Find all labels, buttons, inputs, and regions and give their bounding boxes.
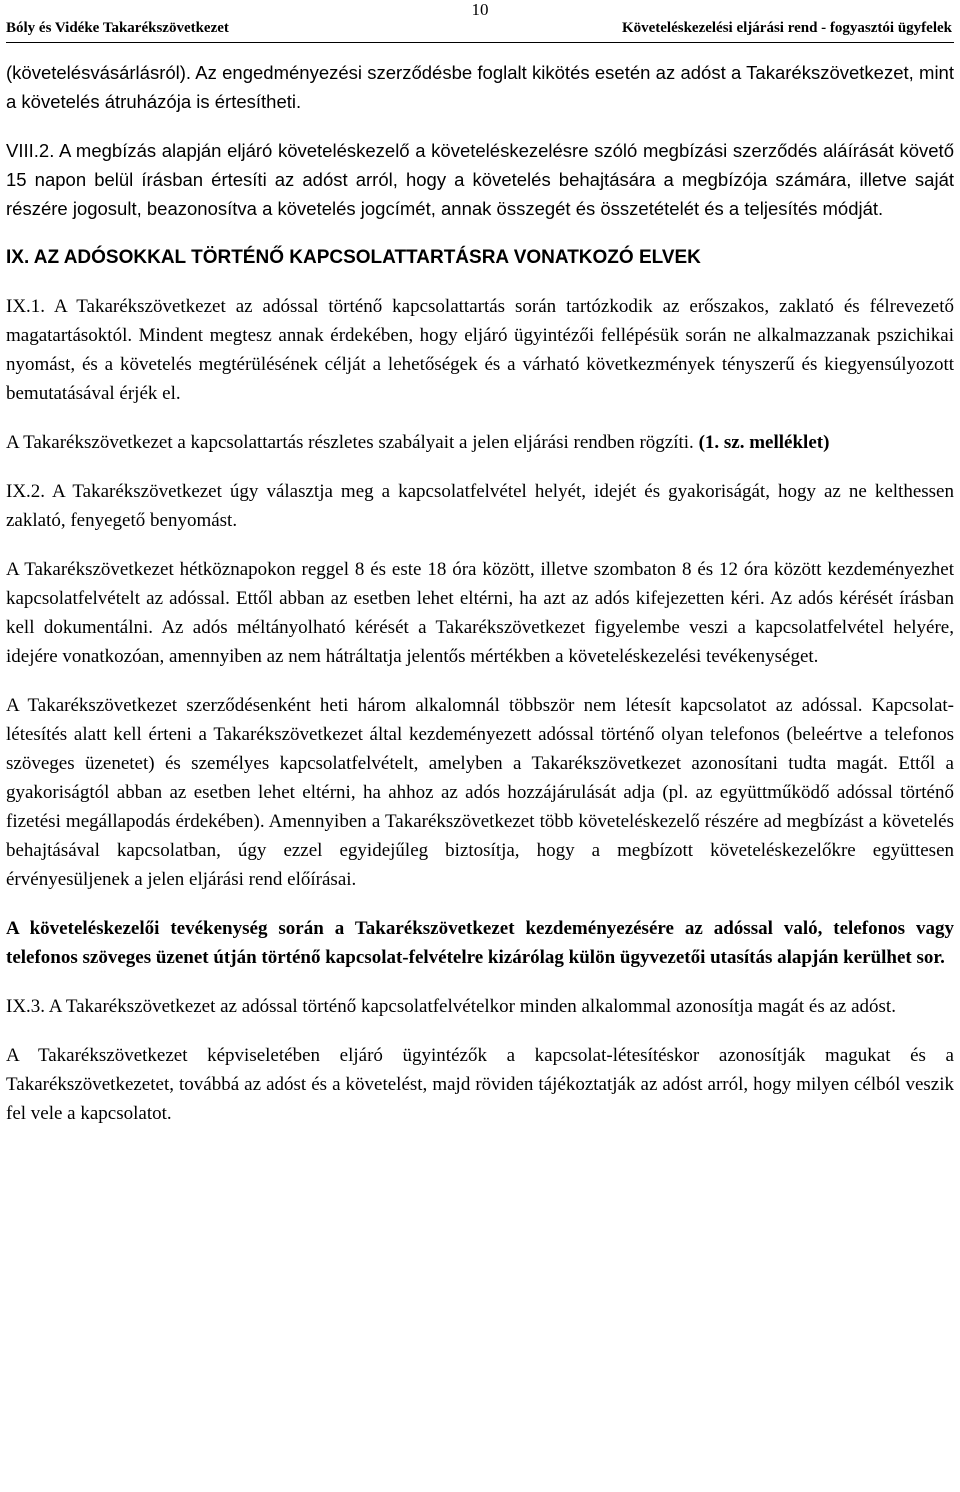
paragraph-viii-2: VIII.2. A megbízás alapján eljáró követeléskezelő a követeléskezelésre szóló megbízási szerződés aláírását követő 15 napon belül írásban értesíti az adóst arról, hogy a követelés behajtására a megbízója számára, illetve saját részére jogosult, beazonosítva a követelés jogcímét, annak összegét és összetételét és a teljesítés módját. <box>6 140 954 219</box>
page-number: 10 <box>471 0 489 19</box>
document-body <box>6 58 954 1148</box>
header-organization: Bóly és Vidéke Takarékszövetkezet <box>6 20 229 36</box>
paragraph-contact-rules <box>6 428 954 457</box>
paragraph-contact-frequency: A Takarékszövetkezet szerződésenként heti három alkalomnál többször nem létesít kapcsolatot az adóssal. Kapcsolat-létesítés alatt kell érteni a Takarékszövetkezet által kezdeményezett adóssal történő olyan telefonos (beleértve a telefonos szöveges üzenetet) és személyes kapcsolatfelvételt, amelyben a Takarékszövetkezet azonosítani tudta magát. Ettől a gyakoriságtól abban az esetben lehet eltérni, ha ahhoz az adós hozzájárulását adja (pl. az együttműködő adóssal történő fizetési megállapodás érdekében). Amennyiben a Takarékszövetkezet több követeléskezelő részére ad megbízást a követelés behajtásával kapcsolatban, úgy ezzel egyidejűleg biztosítja, hogy a megbízott követeléskezelőkre együttesen érvényesüljenek a jelen eljárási rend előírásai. <box>6 695 954 890</box>
section-heading-ix: IX. AZ ADÓSOKKAL TÖRTÉNŐ KAPCSOLATTARTÁSRA VONATKOZÓ ELVEK <box>6 247 701 268</box>
contact-rules-text: A Takarékszövetkezet a kapcsolattartás részletes szabályait a jelen eljárási rendben rögzíti. <box>6 432 694 453</box>
paragraph-ix-1: IX.1. A Takarékszövetkezet az adóssal történő kapcsolattartás során tartózkodik az erőszakos, zaklató és félrevezető magatartásoktól. Mindent megtesz annak érdekében, hogy eljáró ügyintézői fellépésük során ne alkalmazzanak pszichikai nyomást, és a követelés megtérülésének célját a lehetőségek és a várható következmények tényszerű és kiegyensúlyozott bemutatásával érjék el. <box>6 296 954 404</box>
paragraph-assignment-notice: (követelésvásárlásról). Az engedményezési szerződésbe foglalt kikötés esetén az adóst a Takarékszövetkezet, mint a követelés átruházója is értesítheti. <box>6 62 954 112</box>
header-divider <box>6 42 954 43</box>
paragraph-telephone-contact: A követeléskezelői tevékenység során a Takarékszövetkezet kezdeményezésére az adóssal való, telefonos vagy telefonos szöveges üzenet útján történő kapcsolat-felvételre kizárólag külön ügyvezetői utasítás alapján kerülhet sor. <box>6 918 954 968</box>
annex-reference: (1. sz. melléklet) <box>698 432 830 453</box>
header-document-title: Követeléskezelési eljárási rend - fogyasztói ügyfelek <box>621 20 952 36</box>
paragraph-contact-hours: A Takarékszövetkezet hétköznapokon reggel 8 és este 18 óra között, illetve szombaton 8 és 12 óra között kezdeményezhet kapcsolatfelvételt az adóssal. Ettől abban az esetben lehet eltérni, ha azt az adós kifejezetten kéri. Az adós kérését írásban kell dokumentálni. Az adós méltányolható kérését a Takarékszövetkezet figyelembe veszi a kapcsolatfelvétel helyére, idejére vonatkozóan, amennyiben az nem hátráltatja jelentős mértékben a követeléskezelési tevékenységet. <box>6 559 954 667</box>
paragraph-identification: A Takarékszövetkezet képviseletében eljáró ügyintézők a kapcsolat-létesítéskor azonosítják magukat és a Takarékszövetkezetet, továbbá az adóst és a követelést, majd röviden tájékoztatják az adóst arról, hogy milyen célból veszik fel vele a kapcsolatot. <box>6 1045 954 1124</box>
paragraph-ix-2: IX.2. A Takarékszövetkezet úgy választja meg a kapcsolatfelvétel helyét, idejét és gyakoriságát, hogy az ne kelthessen zaklató, fenyegető benyomást. <box>6 481 954 531</box>
paragraph-ix-3: IX.3. A Takarékszövetkezet az adóssal történő kapcsolatfelvételkor minden alkalommal azonosítja magát és az adóst. <box>6 996 896 1017</box>
